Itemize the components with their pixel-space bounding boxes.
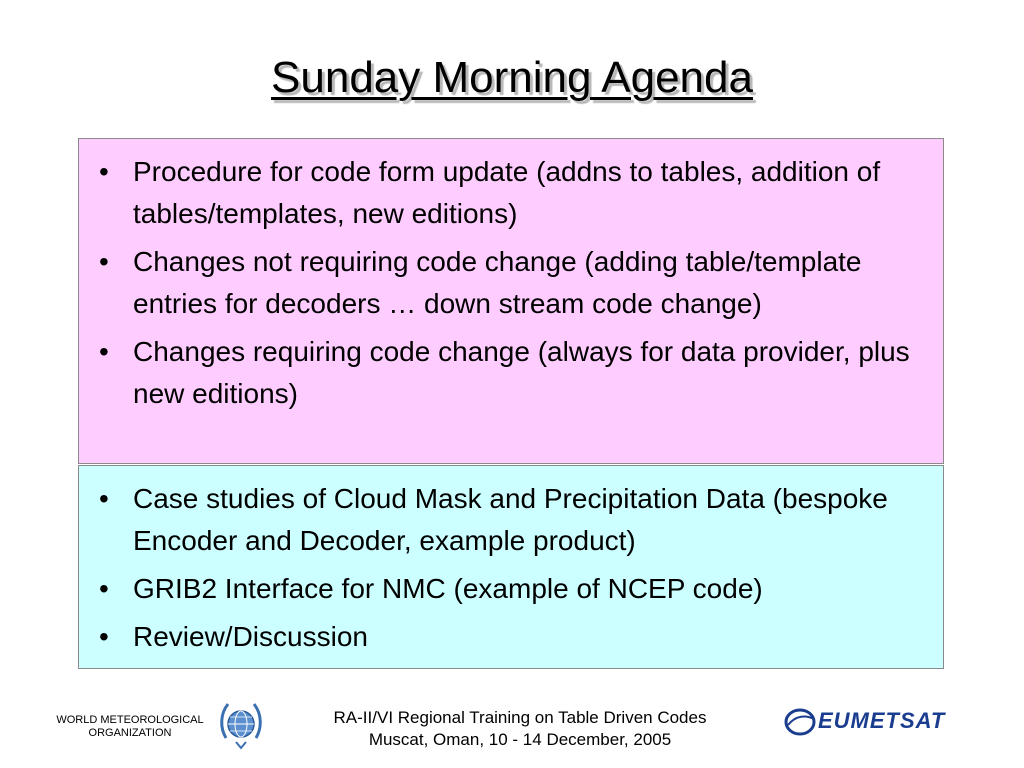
eumetsat-logo-text: EUMETSAT (818, 708, 946, 733)
wmo-org-line2: ORGANIZATION (88, 727, 172, 739)
list-item (99, 568, 923, 610)
list-item-text: GRIB2 Interface for NMC (example of NCEP code) (133, 573, 763, 604)
list-item (99, 241, 923, 325)
agenda-list-bottom (79, 466, 943, 658)
slide-title: Sunday Morning Agenda (271, 53, 753, 102)
list-item-text: Case studies of Cloud Mask and Precipitation Data (bespoke Encoder and Decoder, example product) (133, 483, 888, 556)
list-item-text: Changes requiring code change (always for data provider, plus new editions) (133, 336, 910, 409)
list-item-text: Review/Discussion (133, 621, 368, 652)
event-info (280, 707, 760, 751)
list-item (99, 151, 923, 235)
agenda-box-top (78, 138, 944, 464)
list-item-text: Procedure for code form update (addns to tables, addition of tables/templates, new editions) (133, 156, 881, 229)
wmo-org-name (50, 714, 210, 740)
list-item-text: Changes not requiring code change (adding table/template entries for decoders … down stream code change) (133, 246, 862, 319)
bullet-icon: • (99, 246, 109, 277)
event-location-date: Muscat, Oman, 10 - 14 December, 2005 (368, 730, 672, 749)
bullet-icon: • (99, 483, 109, 514)
list-item (99, 616, 923, 658)
bullet-icon: • (99, 156, 109, 187)
bullet-icon: • (99, 336, 109, 367)
agenda-box-bottom (78, 465, 944, 669)
wmo-emblem-icon (218, 698, 264, 750)
list-item (99, 478, 923, 562)
list-item (99, 331, 923, 415)
agenda-list-top (79, 139, 943, 415)
event-title: RA-II/VI Regional Training on Table Driven Codes (333, 708, 707, 727)
bullet-icon: • (99, 621, 109, 652)
wmo-org-line1: WORLD METEOROLOGICAL (56, 714, 204, 726)
bullet-icon: • (99, 573, 109, 604)
